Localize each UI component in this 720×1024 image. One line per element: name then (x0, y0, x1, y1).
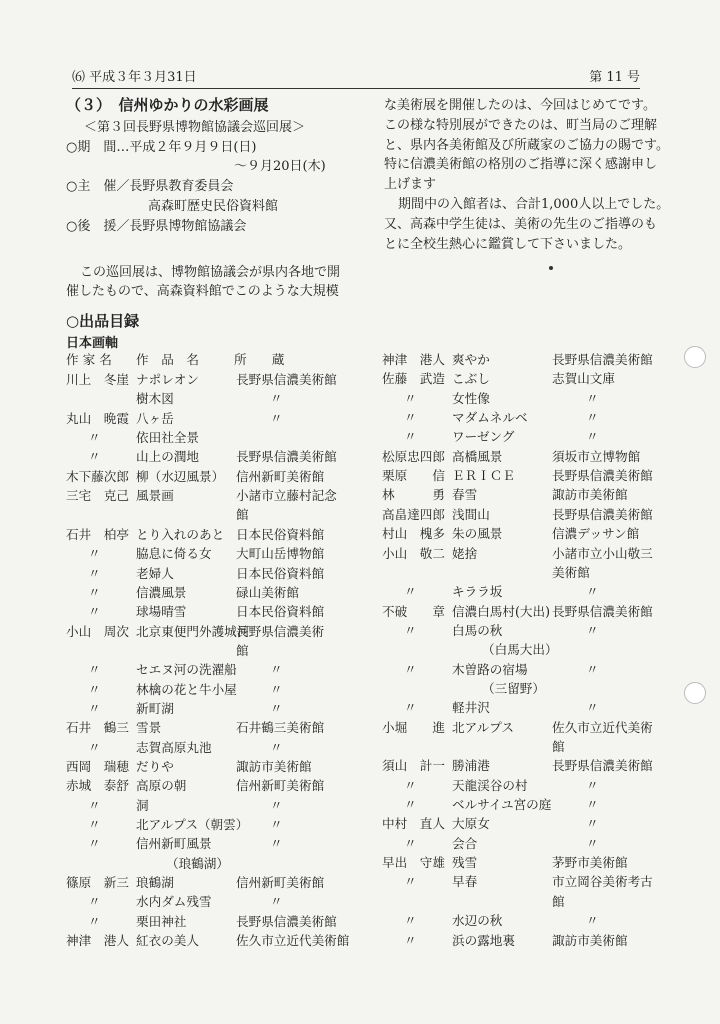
artist-cell: 中村 直人 (382, 816, 445, 832)
artist-cell: 早出 守雄 (382, 855, 445, 871)
work-cell: ナポレオン (136, 372, 199, 387)
artist-cell: 林 勇 (382, 487, 445, 503)
work-cell: 残雪 (452, 855, 478, 871)
owner-cell: 長野県信濃美術館 (552, 468, 653, 484)
closing-line-7: 又、高森中学生徒は、美術の先生のご指導のも (384, 216, 658, 232)
owner-cell: 長野県信濃美術館 (552, 506, 653, 522)
bullet-dot (549, 266, 553, 270)
work-cell: 春雪 (452, 487, 478, 503)
artist-cell: 〃 (404, 874, 417, 890)
work-cell: 勝浦港 (452, 758, 490, 774)
work-cell: 朱の風景 (452, 526, 503, 542)
artist-cell: 〃 (404, 777, 417, 793)
owner-cell: 〃 (270, 662, 283, 678)
artist-cell: 丸山 晩霞 (66, 410, 129, 426)
artist-cell: 神津 港人 (66, 933, 129, 949)
header-artist: 作 家 名 (66, 352, 112, 367)
work-cell: 信州新町風景 (136, 836, 212, 852)
artist-cell: 須山 計一 (382, 758, 445, 774)
owner-cell: 長野県信濃美術館 (552, 758, 653, 774)
owner-cell: 〃 (586, 410, 599, 426)
owner-cell: 〃 (270, 894, 283, 910)
work-cell: こぶし (452, 371, 490, 387)
closing-line-6: 期間中の入館者は、合計1,000人以上でした。 (398, 196, 670, 212)
artist-cell: 〃 (88, 739, 101, 755)
owner-cell: 茅野市美術館 (552, 855, 628, 871)
period-label: ○期 間…平成２年９月９日(日) (66, 139, 257, 155)
owner-cell: 長野県信濃美術館 (236, 913, 337, 929)
work-cell: とり入れのあと (136, 526, 225, 542)
work-cell: 会合 (452, 835, 478, 851)
artist-cell: 〃 (88, 662, 101, 678)
artist-cell: 佐藤 武造 (382, 371, 445, 387)
owner-cell: 信濃デッサン館 (552, 526, 640, 542)
artist-cell: 木下藤次郎 (66, 468, 129, 484)
closing-line-1: な美術展を開催したのは、今回はじめてです。 (384, 98, 656, 113)
work-cell: セエヌ河の洗濯船 (136, 662, 237, 678)
artist-cell: 小山 周次 (66, 623, 129, 639)
owner-cell: 須坂市立博物館 (552, 448, 641, 464)
owner-cell: 〃 (586, 429, 599, 445)
owner-cell: 〃 (586, 777, 599, 793)
artist-cell: 川上 冬崖 (66, 372, 129, 387)
page-header (72, 64, 640, 89)
owner-cell: 〃 (270, 410, 283, 426)
artist-cell: 栗原 信 (382, 468, 445, 484)
owner-cell: 〃 (586, 835, 599, 851)
work-cell: 北アルプス（朝雲） (136, 817, 249, 833)
binder-hole-bottom (684, 682, 706, 704)
work-cell: 新町湖 (136, 700, 174, 716)
owner-cell: 〃 (586, 797, 599, 813)
catalog-category: 日本画軸 (66, 335, 119, 351)
work-cell: キララ坂 (452, 584, 503, 600)
artist-cell: 石井 柏亭 (66, 526, 129, 542)
owner-cell: 信州新町美術館 (236, 468, 325, 484)
work-cell: 信濃風景 (136, 584, 187, 600)
work-cell: （三留野） (482, 680, 545, 696)
work-cell: 水辺の秋 (452, 913, 503, 929)
work-cell: 脇息に倚る女 (136, 546, 212, 562)
artist-cell: 〃 (88, 565, 101, 581)
owner-cell: 日本民俗資料館 (236, 565, 325, 581)
artist-cell: 〃 (404, 835, 417, 851)
artist-cell: 〃 (88, 913, 101, 929)
work-cell: 志賀高原丸池 (136, 739, 212, 755)
artist-cell: 〃 (404, 932, 417, 948)
work-cell: 女性像 (452, 390, 490, 406)
owner-cell: 〃 (270, 817, 283, 833)
artist-cell: 〃 (88, 836, 101, 852)
owner-cell: 館 (236, 507, 249, 523)
owner-cell: 小諸市立藤村記念 (236, 488, 337, 504)
artist-cell: 石井 鶴三 (66, 720, 129, 736)
artist-cell: 小山 敬二 (382, 545, 445, 561)
artist-cell: 〃 (404, 429, 417, 445)
owner-cell: 〃 (586, 584, 599, 600)
work-cell: 水内ダム残雪 (136, 894, 212, 910)
artist-cell: 〃 (404, 622, 417, 638)
artist-cell: 〃 (88, 449, 101, 465)
work-cell: 高橋風景 (452, 448, 503, 464)
artist-cell: 赤城 泰舒 (66, 778, 129, 794)
owner-cell: 〃 (586, 390, 599, 406)
work-cell: 白馬の秋 (452, 622, 503, 638)
owner-cell: 日本民俗資料館 (236, 604, 325, 620)
work-cell: マダムネルベ (452, 410, 528, 426)
closing-line-3: と、県内各美術館及び所蔵家のご協力の賜です。 (384, 137, 669, 153)
intro-paragraph-line-1: この巡回展は、博物館協議会が県内各地で開 (80, 264, 341, 280)
owner-cell: 〃 (586, 816, 599, 832)
owner-cell: 〃 (270, 681, 283, 697)
owner-cell: 長野県信濃美術 (236, 623, 325, 639)
work-cell: 琅鶴湖 (136, 875, 174, 891)
owner-cell: 〃 (586, 622, 599, 638)
artist-cell: 小堀 進 (382, 719, 445, 735)
owner-cell: 館 (552, 739, 565, 754)
artist-cell: 松原忠四郎 (382, 448, 445, 464)
artist-cell: 三宅 克己 (66, 488, 129, 504)
section-title: （３） 信州ゆかりの水彩画展 (66, 96, 269, 114)
owner-cell: 市立岡谷美術考古 (552, 874, 653, 890)
work-cell: 爽やか (452, 352, 490, 367)
intro-section (66, 96, 366, 302)
work-cell: 北アルプス (452, 719, 514, 735)
owner-cell: 長野県信濃美術館 (236, 449, 337, 465)
artist-cell: 〃 (88, 894, 101, 910)
owner-cell: 日本民俗資料館 (236, 526, 325, 542)
work-cell: ＥＲＩＣＥ (452, 468, 515, 484)
work-cell: 樹木図 (136, 391, 174, 407)
artist-cell: 〃 (88, 546, 101, 562)
intro-paragraph-line-2: 催したもので、高森資料館でこのような大規模 (66, 284, 339, 300)
catalog-title: ○出品目録 (66, 312, 140, 330)
owner-cell: 〃 (586, 661, 599, 677)
closing-line-4: 特に信濃美術館の格別のご指導に深く感謝申し (384, 157, 658, 173)
catalog-heading (66, 312, 366, 354)
artist-cell: 〃 (88, 700, 101, 716)
artist-cell: 西岡 瑞穂 (66, 759, 129, 774)
artist-cell: 〃 (88, 797, 101, 813)
work-cell: 洞 (136, 797, 149, 813)
work-cell: 信濃白馬村(大出) (452, 603, 550, 619)
work-cell: 高原の朝 (136, 778, 187, 794)
artist-cell: 篠原 新三 (66, 875, 129, 891)
owner-cell: 〃 (270, 700, 283, 716)
work-cell: ワーゼング (452, 429, 515, 445)
artist-cell: 〃 (404, 797, 417, 813)
work-cell: 依田社全景 (136, 430, 199, 446)
artist-cell: 村山 槐多 (382, 526, 445, 542)
owner-cell: 〃 (270, 391, 283, 407)
work-cell: （白馬大出） (482, 642, 558, 658)
host-line-2: 高森町歴史民俗資料館 (148, 198, 279, 214)
owner-cell: 諏訪市美術館 (236, 759, 312, 774)
work-cell: 浜の露地裏 (452, 932, 515, 948)
artist-cell: 高畠達四郎 (382, 506, 445, 522)
work-cell: （琅鶴湖） (166, 855, 229, 871)
owner-cell: 信州新町美術館 (236, 778, 325, 794)
work-cell: 柳（水辺風景） (136, 468, 225, 484)
owner-cell: 〃 (270, 797, 283, 813)
owner-cell: 石井鶴三美術館 (236, 720, 325, 736)
header-work: 作 品 名 (136, 352, 199, 367)
owner-cell: 諏訪市美術館 (552, 932, 628, 948)
owner-cell: 大町山岳博物館 (236, 546, 325, 562)
work-cell: 老婦人 (136, 565, 174, 581)
artist-cell: 〃 (404, 390, 417, 406)
work-cell: 山上の潤地 (136, 449, 199, 465)
owner-cell: 〃 (270, 739, 283, 755)
period-end: ～９月20日(木) (234, 159, 326, 175)
support-line: ○後 援／長野県博物館協議会 (66, 218, 247, 234)
work-cell: 軽井沢 (452, 700, 490, 716)
issue-number: 第 11 号 (589, 70, 640, 85)
artist-cell: 〃 (88, 604, 101, 620)
owner-cell: 長野県信濃美術館 (552, 603, 653, 619)
owner-cell: 佐久市立近代美術館 (236, 933, 350, 949)
work-cell: ベルサイユ宮の庭 (452, 797, 552, 813)
artist-cell: 不破 章 (382, 603, 445, 619)
closing-line-2: この様な特別展ができたのは、町当局のご理解 (384, 117, 658, 133)
work-cell: 紅衣の美人 (136, 933, 199, 949)
closing-line-8: とに全校生熱心に鑑賞して下さいました。 (384, 236, 632, 252)
artist-cell: 〃 (88, 681, 101, 697)
work-cell: 風景画 (136, 488, 174, 504)
work-cell: 早春 (452, 874, 478, 890)
artist-cell: 〃 (404, 661, 417, 677)
artist-cell: 〃 (88, 584, 101, 600)
owner-cell: 館 (236, 642, 249, 658)
artist-cell: 〃 (404, 700, 417, 716)
work-cell: 球場晴雪 (136, 604, 187, 620)
work-cell: だりや (136, 759, 174, 774)
owner-cell: 〃 (270, 836, 283, 852)
work-cell: 栗田神社 (136, 913, 187, 929)
header-owner: 所 蔵 (234, 352, 285, 367)
issue-date: ⑹ 平成３年３月31日 (72, 70, 197, 85)
owner-cell: 信州新町美術館 (236, 875, 325, 891)
owner-cell: 碌山美術館 (236, 584, 299, 600)
owner-cell: 長野県信濃美術館 (236, 372, 337, 387)
closing-paragraph (384, 96, 670, 254)
owner-cell: 佐久市立近代美術 (552, 719, 653, 735)
owner-cell: 長野県信濃美術館 (552, 352, 653, 367)
artist-cell: 〃 (404, 913, 417, 929)
artist-cell: 〃 (404, 410, 417, 426)
work-cell: 大原女 (452, 816, 490, 832)
work-cell: 林檎の花と牛小屋 (136, 681, 237, 697)
owner-cell: 美術館 (552, 564, 590, 580)
work-cell: 木曽路の宿場 (452, 661, 528, 677)
owner-cell: 〃 (586, 913, 599, 929)
work-cell: 姥捨 (452, 545, 478, 561)
owner-cell: 館 (552, 893, 565, 909)
binder-hole-top (684, 346, 706, 368)
exhibition-subtitle: ＜第３回長野県博物館協議会巡回展＞ (84, 119, 306, 135)
owner-cell: 小諸市立小山敬三 (552, 545, 653, 561)
artist-cell: 〃 (88, 817, 101, 833)
owner-cell: 〃 (586, 700, 599, 716)
work-cell: 天龍渓谷の村 (452, 777, 528, 793)
closing-line-5: 上げます (384, 177, 437, 193)
owner-cell: 諏訪市美術館 (552, 487, 628, 503)
work-cell: 浅間山 (452, 506, 490, 522)
owner-cell: 志賀山文庫 (552, 371, 615, 387)
host-line-1: ○主 催／長野県教育委員会 (66, 179, 234, 195)
work-cell: 八ヶ岳 (136, 410, 174, 426)
work-cell: 雪景 (136, 720, 162, 736)
work-cell: 北京東便門外護城河 (136, 623, 250, 639)
artist-cell: 神津 港人 (382, 352, 445, 367)
artist-cell: 〃 (88, 430, 101, 446)
artist-cell: 〃 (404, 584, 417, 600)
